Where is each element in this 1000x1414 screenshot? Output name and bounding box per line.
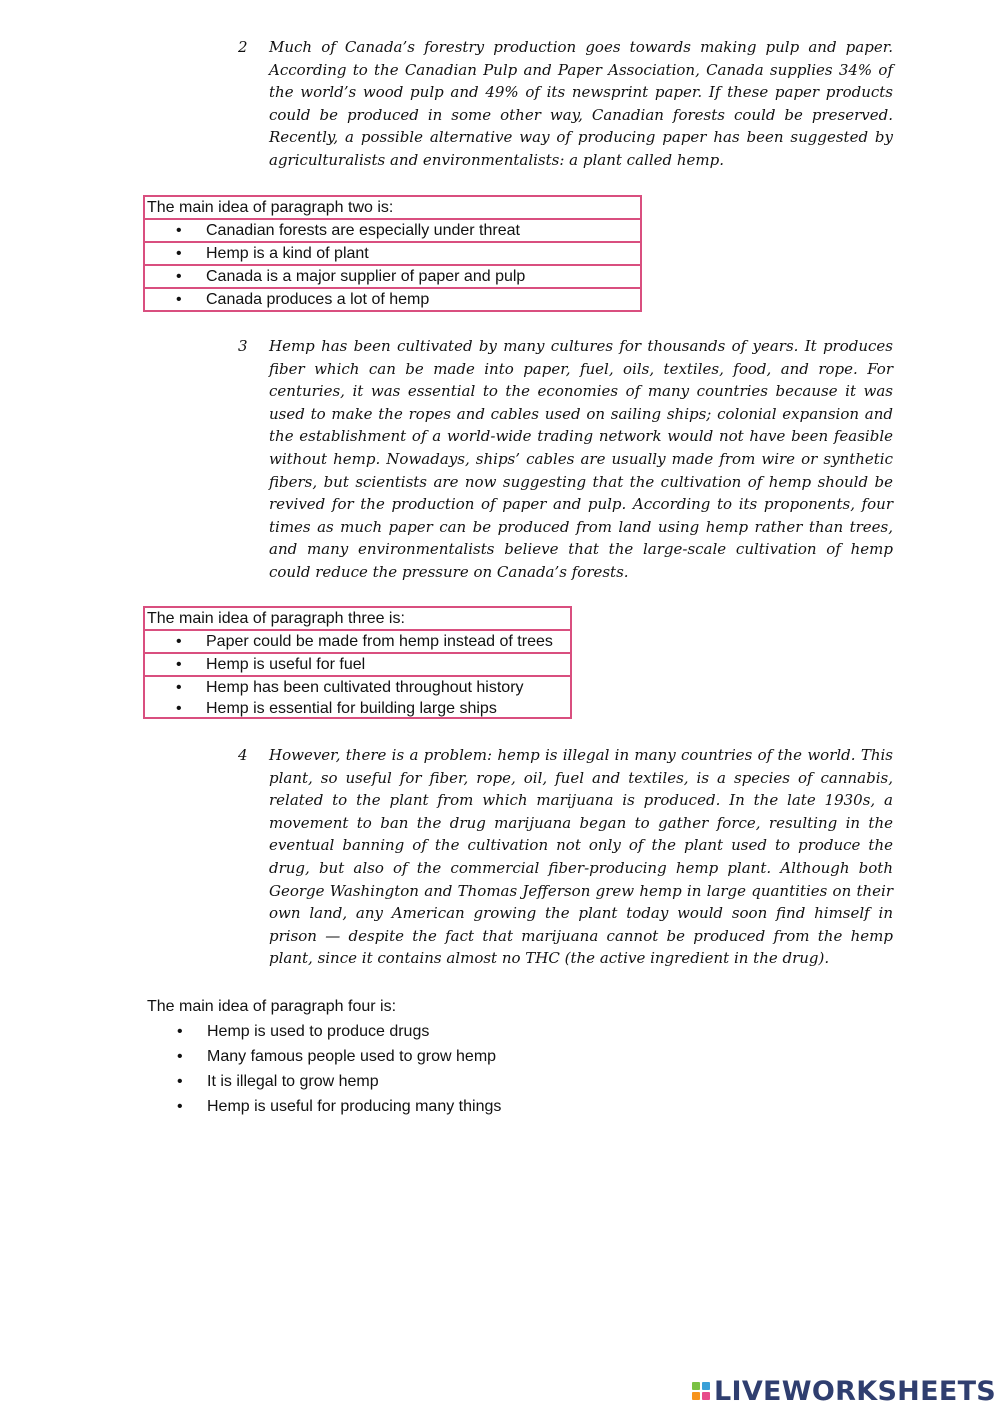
paragraph-text: Hemp has been cultivated by many cultures for thousands of years. It produces fiber which can be made into paper, fuel, oils, textiles, food, and rope. For centuries, it was essential to the economies of many countries because it was used to make the ropes and cables used on sailing ships; colonial expansion and the establishment of a world-wide trading network would not have been feasible without hemp. Nowadays, ships’ cables are usually made from wire or synthetic fibers, but scientists are now suggesting that the cultivation of hemp should be revived for the production of paper and pulp. According to its proponents, four times as much paper can be produced from land using hemp rather than trees, and many environmentalists believe that the large-scale cultivation of hemp could reduce the pressure on Canada’s forests.: [269, 337, 893, 581]
paragraph-2: [238, 36, 893, 172]
bullet-icon: •: [176, 633, 182, 650]
answer-option-label: Hemp has been cultivated throughout history: [206, 679, 524, 696]
answer-option-label: Canada is a major supplier of paper and pulp: [206, 268, 526, 285]
bullet-icon: •: [177, 1048, 183, 1065]
question-prompt: The main idea of paragraph four is:: [147, 998, 397, 1015]
answer-option[interactable]: [143, 264, 642, 289]
answer-option-label: Hemp is used to produce drugs: [207, 1023, 430, 1040]
paragraph-4: [238, 744, 893, 970]
main-idea-question-2: [143, 195, 642, 312]
answer-option[interactable]: [147, 1044, 501, 1069]
bullet-icon: •: [176, 656, 182, 673]
liveworksheets-logo: [692, 1372, 996, 1410]
answer-option[interactable]: [147, 1069, 501, 1094]
question-prompt: The main idea of paragraph two is:: [143, 195, 642, 220]
paragraph-number: 4: [238, 746, 248, 764]
paragraph-text: Much of Canada’s forestry production goes towards making pulp and paper. According to the Canadian Pulp and Paper Association, Canada supplies 34% of the world’s wood pulp and 49% of its newsprint paper. If these paper products could be produced in some other way, Canadian forests could be preserved. Recently, a possible alternative way of producing paper has been suggested by agriculturalists and environmentalists: a plant called hemp.: [269, 38, 893, 169]
answer-option[interactable]: [143, 241, 642, 266]
bullet-icon: •: [176, 268, 182, 285]
paragraph-number: 3: [238, 337, 248, 355]
logo-tile: [702, 1392, 710, 1400]
main-idea-question-4: [147, 994, 501, 1119]
answer-option[interactable]: [143, 629, 572, 654]
answer-option[interactable]: [143, 287, 642, 312]
paragraph-3: [238, 335, 893, 584]
answer-option-label: Hemp is useful for producing many things: [207, 1098, 502, 1115]
logo-text: LIVEWORKSHEETS: [714, 1375, 997, 1407]
bullet-icon: •: [177, 1023, 183, 1040]
answer-option[interactable]: [143, 652, 572, 677]
logo-tile: [692, 1382, 700, 1390]
answer-option-label: Hemp is useful for fuel: [206, 656, 366, 673]
question-prompt: The main idea of paragraph three is:: [143, 606, 572, 631]
answer-option-label: It is illegal to grow hemp: [207, 1073, 379, 1090]
paragraph-number: 2: [238, 38, 248, 56]
answer-option[interactable]: [147, 1094, 501, 1119]
answer-option-label: Canada produces a lot of hemp: [206, 291, 430, 308]
logo-tile: [702, 1382, 710, 1390]
bullet-icon: •: [177, 1098, 183, 1115]
bullet-icon: •: [176, 291, 182, 308]
answer-option[interactable]: [147, 1019, 501, 1044]
answer-option-label: Canadian forests are especially under threat: [206, 222, 520, 239]
main-idea-question-3: [143, 606, 572, 719]
answer-option-label: Paper could be made from hemp instead of trees: [206, 633, 553, 650]
bullet-icon: •: [176, 700, 182, 717]
answer-option-label: Many famous people used to grow hemp: [207, 1048, 497, 1065]
paragraph-text: However, there is a problem: hemp is illegal in many countries of the world. This plant, so useful for fiber, rope, oil, fuel and textiles, is a species of cannabis, related to the plant from which marijuana is produced. In the late 1930s, a movement to ban the drug marijuana began to gather force, resulting in the eventual banning of the cultivation not only of the plant used to produce the drug, but also of the commercial fiber-producing hemp plant. Although both George Washington and Thomas Jefferson grew hemp in large quantities on their own land, any American growing the plant today would soon find himself in prison — despite the fact that marijuana cannot be produced from the hemp plant, since it contains almost no THC (the active ingredient in the drug).: [269, 746, 893, 968]
answer-option-label: Hemp is a kind of plant: [206, 245, 369, 262]
logo-tiles-icon: [692, 1382, 710, 1400]
answer-option[interactable]: [143, 675, 572, 719]
bullet-icon: •: [176, 245, 182, 262]
answer-option[interactable]: [143, 218, 642, 243]
bullet-icon: •: [176, 222, 182, 239]
bullet-icon: •: [177, 1073, 183, 1090]
answer-option-label: Hemp is essential for building large ships: [206, 700, 497, 717]
bullet-icon: •: [176, 679, 182, 696]
logo-tile: [692, 1392, 700, 1400]
